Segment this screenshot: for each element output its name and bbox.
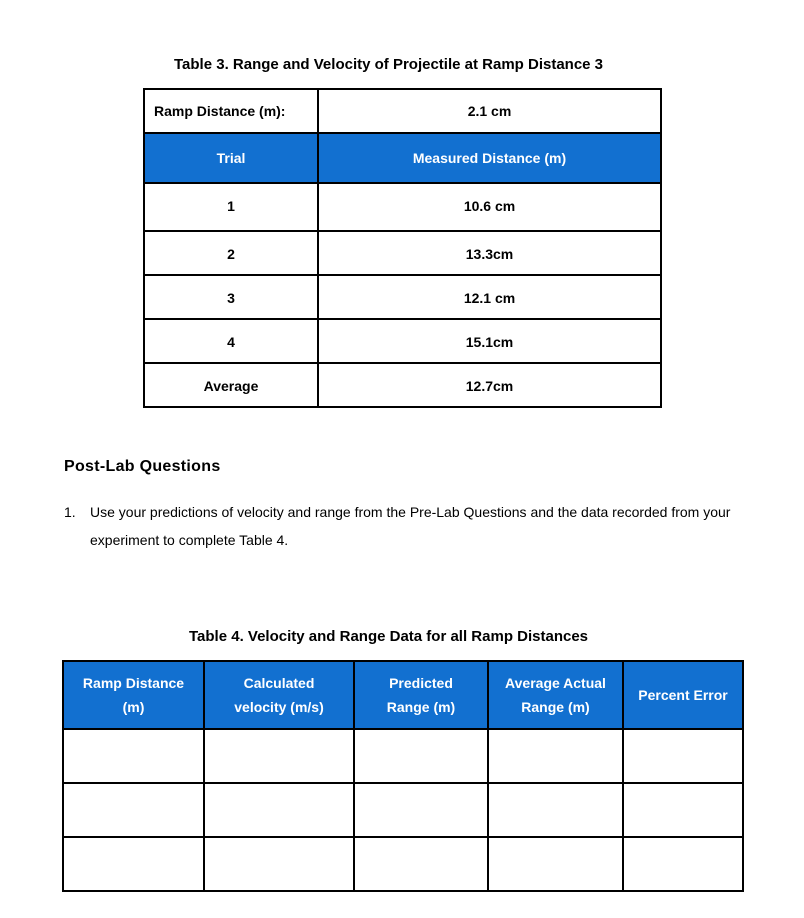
header-line: Average Actual <box>505 675 606 691</box>
distance-cell: 10.6 cm <box>318 183 661 231</box>
table-3-caption: Table 3. Range and Velocity of Projectile at Ramp Distance 3 <box>174 56 604 73</box>
table-header-row <box>63 661 743 729</box>
empty-cell[interactable] <box>204 729 354 783</box>
trial-cell: 3 <box>144 275 318 319</box>
ramp-distance-row <box>144 89 661 133</box>
table-row <box>63 837 743 891</box>
distance-cell: 13.3cm <box>318 231 661 275</box>
header-calculated-velocity <box>204 661 354 729</box>
range-velocity-table <box>143 88 662 408</box>
header-line: Predicted <box>389 675 453 691</box>
empty-cell[interactable] <box>354 729 488 783</box>
table-header-row <box>144 133 661 183</box>
average-label-cell: Average <box>144 363 318 407</box>
header-line: Ramp Distance <box>82 675 185 691</box>
question-number: 1. <box>64 504 76 520</box>
header-average-actual-range <box>488 661 623 729</box>
table-row <box>144 363 661 407</box>
average-distance-cell: 12.7cm <box>318 363 661 407</box>
distance-cell: 15.1cm <box>318 319 661 363</box>
empty-cell[interactable] <box>623 729 743 783</box>
question-item <box>64 498 754 554</box>
empty-cell[interactable] <box>488 783 623 837</box>
empty-cell[interactable] <box>204 783 354 837</box>
question-text: Use your predictions of velocity and range from the Pre-Lab Questions and the data recorded from your experiment to complete Table 4. <box>90 504 731 548</box>
header-line: Percent Error <box>638 687 728 703</box>
empty-cell[interactable] <box>354 783 488 837</box>
header-line: (m) <box>122 699 145 715</box>
trial-cell: 1 <box>144 183 318 231</box>
table-row <box>144 319 661 363</box>
post-lab-heading: Post-Lab Questions <box>64 458 221 475</box>
trial-cell: 2 <box>144 231 318 275</box>
empty-cell[interactable] <box>623 837 743 891</box>
empty-cell[interactable] <box>354 837 488 891</box>
header-percent-error <box>623 661 743 729</box>
header-line: velocity (m/s) <box>234 699 324 715</box>
table-row <box>144 275 661 319</box>
header-ramp-distance <box>63 661 204 729</box>
header-predicted-range <box>354 661 488 729</box>
header-measured-distance: Measured Distance (m) <box>318 133 661 183</box>
table-row <box>63 729 743 783</box>
header-line: Range (m) <box>386 699 456 715</box>
empty-cell[interactable] <box>623 783 743 837</box>
velocity-range-data-table <box>62 660 744 892</box>
distance-cell: 12.1 cm <box>318 275 661 319</box>
empty-cell[interactable] <box>204 837 354 891</box>
header-line: Calculated <box>243 675 315 691</box>
table-row <box>63 783 743 837</box>
header-line: Range (m) <box>521 699 590 715</box>
empty-cell[interactable] <box>488 729 623 783</box>
empty-cell[interactable] <box>63 729 204 783</box>
empty-cell[interactable] <box>63 837 204 891</box>
empty-cell[interactable] <box>63 783 204 837</box>
ramp-distance-value: 2.1 cm <box>318 89 661 133</box>
empty-cell[interactable] <box>488 837 623 891</box>
table-row <box>144 183 661 231</box>
ramp-distance-label: Ramp Distance (m): <box>144 89 318 133</box>
trial-cell: 4 <box>144 319 318 363</box>
table-4-caption: Table 4. Velocity and Range Data for all Ramp Distances <box>189 628 589 645</box>
header-trial: Trial <box>144 133 318 183</box>
table-row <box>144 231 661 275</box>
